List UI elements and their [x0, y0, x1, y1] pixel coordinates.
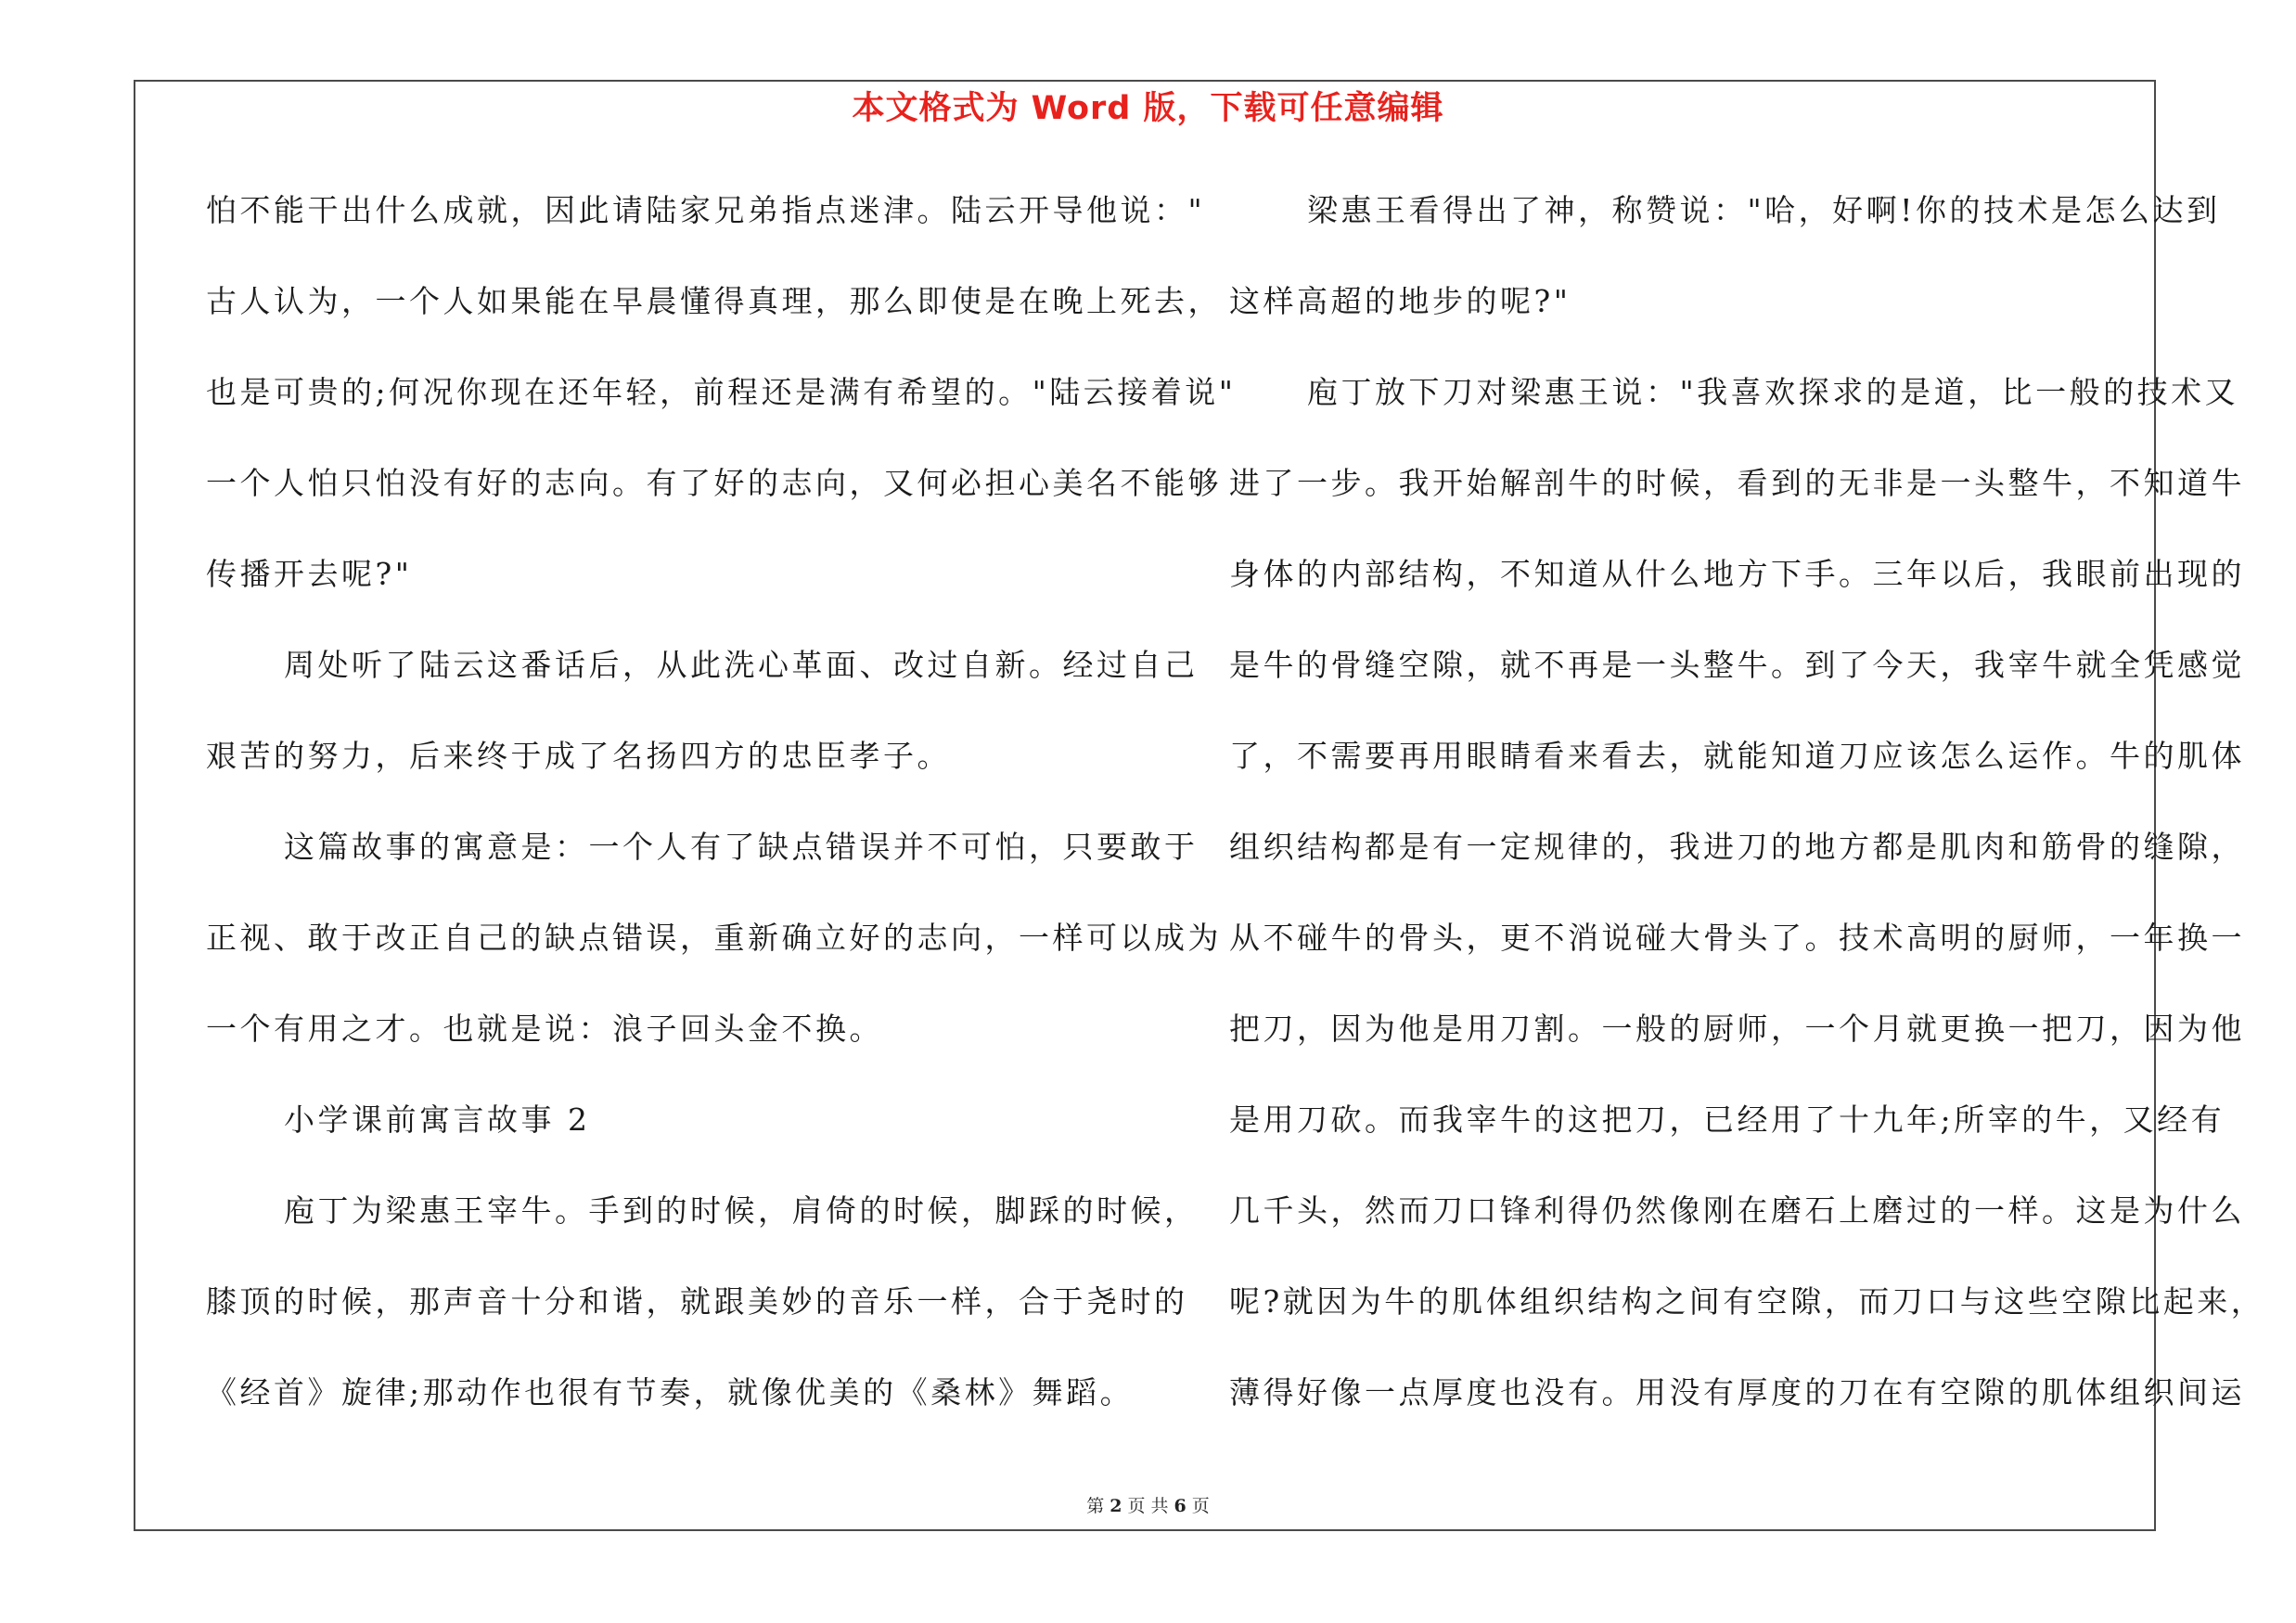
text-line: 了，不需要再用眼睛看来看去，就能知道刀应该怎么运作。牛的肌体: [1229, 738, 2245, 774]
right-text-column: [1229, 183, 2265, 1456]
text-line: 进了一步。我开始解剖牛的时候，看到的无非是一头整牛，不知道牛: [1229, 465, 2245, 501]
text-line: 是用刀砍。而我宰牛的这把刀，已经用了十九年;所宰的牛，又经有: [1229, 1101, 2225, 1138]
paragraph-start-line: 庖丁为梁惠王宰牛。手到的时候，肩倚的时候，脚踩的时候，: [284, 1192, 1199, 1229]
text-line: 是牛的骨缝空隙，就不再是一头整牛。到了今天，我宰牛就全凭感觉: [1229, 647, 2245, 683]
text-line: 从不碰牛的骨头，更不消说碰大骨头了。技术高明的厨师，一年换一: [1229, 920, 2245, 956]
text-line: 几千头，然而刀口锋利得仍然像刚在磨石上磨过的一样。这是为什么: [1229, 1192, 2245, 1229]
page-number-footer: [0, 1492, 2296, 1517]
text-line: 一个人怕只怕没有好的志向。有了好的志向，又何必担心美名不能够: [206, 465, 1222, 501]
text-line: 一个有用之才。也就是说：浪子回头金不换。: [206, 1011, 883, 1047]
text-line: 这样高超的地步的呢?": [1229, 283, 1571, 319]
text-line: 正视、敢于改正自己的缺点错误，重新确立好的志向，一样可以成为: [206, 920, 1222, 956]
text-line: 艰苦的努力，后来终于成了名扬四方的忠臣孝子。: [206, 738, 951, 774]
paragraph-start-line: 这篇故事的寓意是：一个人有了缺点错误并不可怕，只要敢于: [284, 829, 1199, 865]
text-line: 古人认为，一个人如果能在早晨懂得真理，那么即使是在晚上死去，: [206, 283, 1222, 319]
text-line: 把刀，因为他是用刀割。一般的厨师，一个月就更换一把刀，因为他: [1229, 1011, 2245, 1047]
left-text-column: [206, 183, 1237, 1456]
page-current: 2: [1110, 1496, 1122, 1516]
text-line: 怕不能干出什么成就，因此请陆家兄弟指点迷津。陆云开导他说：": [206, 192, 1206, 228]
text-line: 膝顶的时候，那声音十分和谐，就跟美妙的音乐一样，合于尧时的: [206, 1283, 1188, 1320]
page-prefix: 第: [1086, 1496, 1105, 1516]
paragraph-start-line: 梁惠王看得出了神，称赞说："哈，好啊!你的技术是怎么达到: [1307, 192, 2221, 228]
paragraph-start-line: 周处听了陆云这番话后，从此洗心革面、改过自新。经过自己: [284, 647, 1199, 683]
page-mid: 页 共: [1127, 1496, 1169, 1516]
paragraph-start-line: 庖丁放下刀对梁惠王说："我喜欢探求的是道，比一般的技术又: [1307, 374, 2239, 410]
text-line: 《经首》旋律;那动作也很有节奏，就像优美的《桑林》舞蹈。: [206, 1374, 1135, 1410]
page-suffix: 页: [1191, 1496, 1210, 1516]
format-notice: 本文格式为 Word 版，下载可任意编辑: [852, 90, 1444, 127]
text-line: 薄得好像一点厚度也没有。用没有厚度的刀在有空隙的肌体组织间运: [1229, 1374, 2245, 1410]
text-line: 组织结构都是有一定规律的，我进刀的地方都是肌肉和筋骨的缝隙，: [1229, 829, 2245, 865]
text-line: 呢?就因为牛的肌体组织结构之间有空隙，而刀口与这些空隙比起来，: [1229, 1283, 2265, 1320]
text-line: 传播开去呢?": [206, 556, 413, 592]
text-line: 身体的内部结构，不知道从什么地方下手。三年以后，我眼前出现的: [1229, 556, 2245, 592]
text-line: 也是可贵的;何况你现在还年轻，前程还是满有希望的。"陆云接着说": [206, 374, 1237, 410]
page-total: 6: [1174, 1496, 1186, 1516]
section-heading: 小学课前寓言故事 2: [284, 1101, 591, 1138]
